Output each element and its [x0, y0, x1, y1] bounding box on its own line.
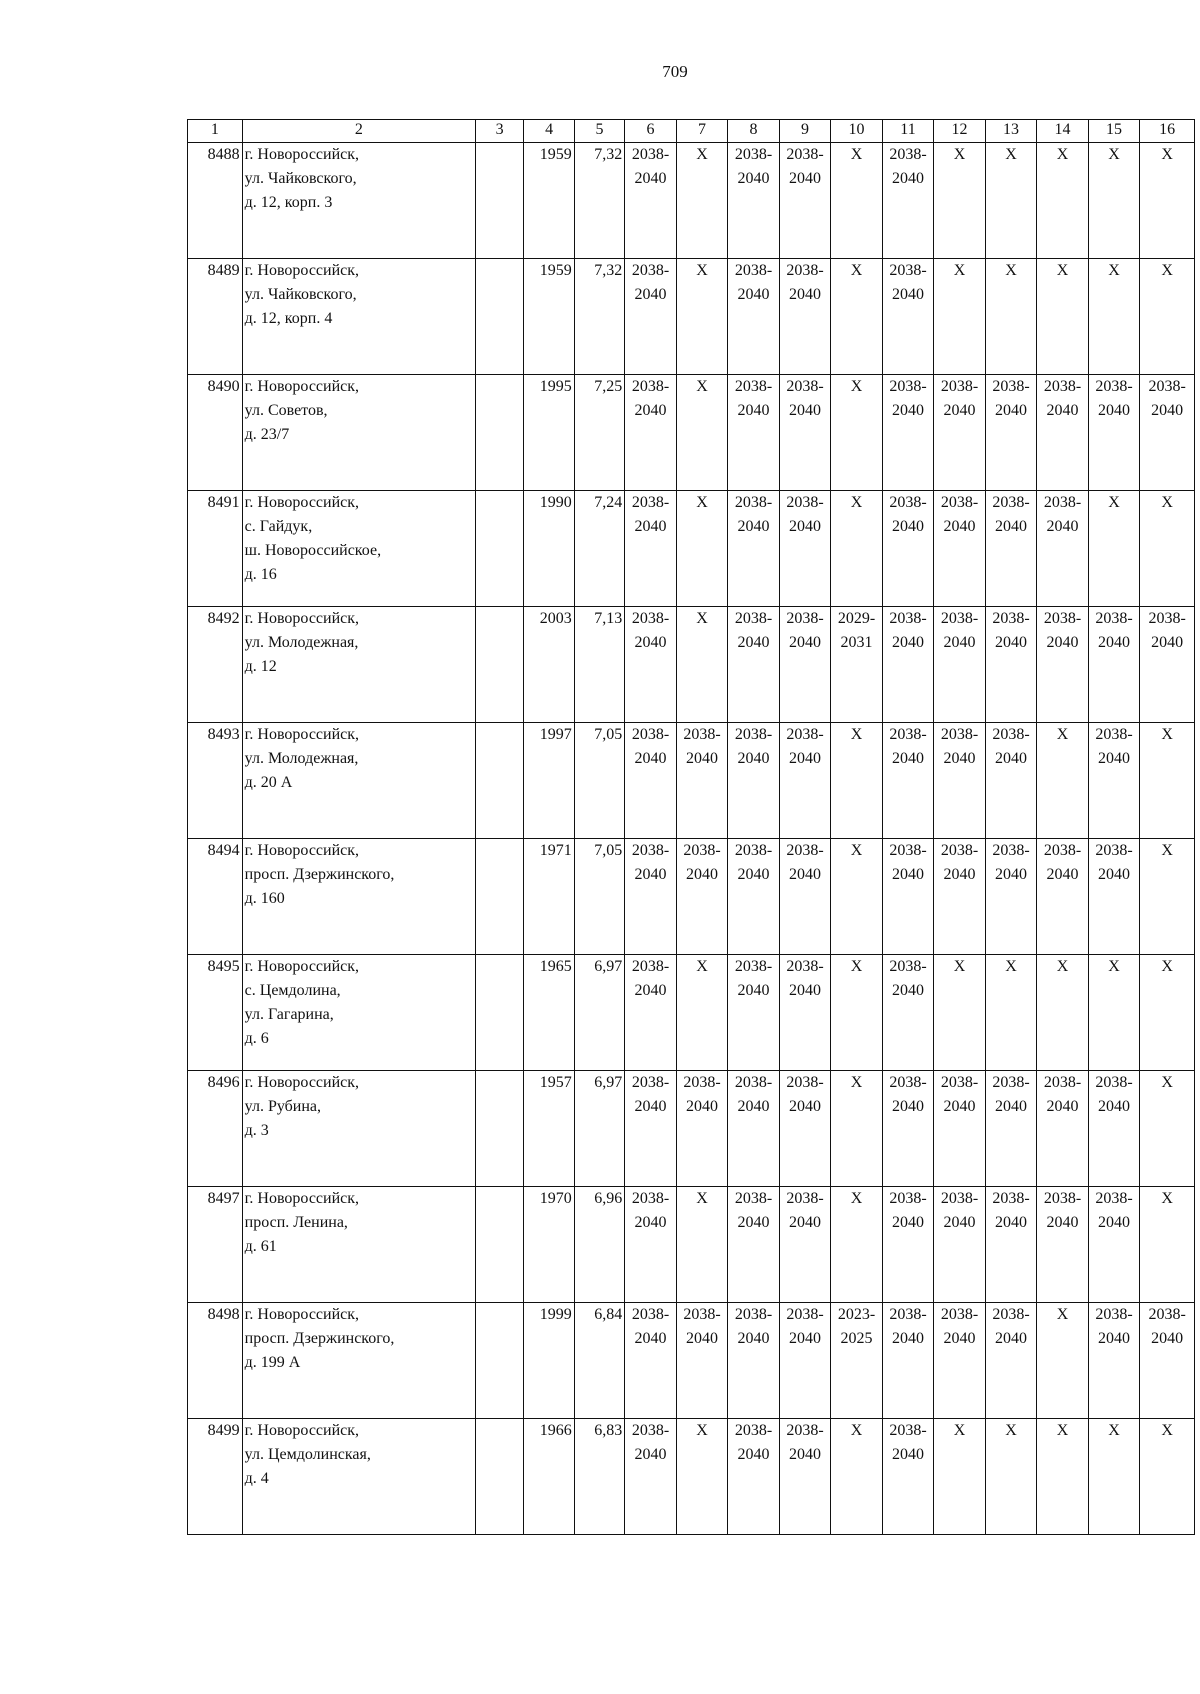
- period-cell-col-8: 2038- 2040: [728, 723, 780, 839]
- period-cell-col-7: X: [676, 1187, 728, 1303]
- period-cell-col-6: 2038- 2040: [625, 607, 677, 723]
- period-cell-col-13: X: [985, 259, 1037, 375]
- year-cell: 1999: [524, 1303, 574, 1419]
- period-cell-col-8: 2038- 2040: [728, 839, 780, 955]
- value-cell: 6,84: [574, 1303, 624, 1419]
- period-cell-col-10: X: [831, 723, 883, 839]
- period-cell-col-13: 2038- 2040: [985, 1187, 1037, 1303]
- table-row: [188, 607, 1195, 723]
- period-cell-col-13: 2038- 2040: [985, 1071, 1037, 1187]
- period-cell-col-12: 2038- 2040: [934, 839, 986, 955]
- column-3-cell: [476, 143, 524, 259]
- period-cell-col-9: 2038- 2040: [779, 1187, 831, 1303]
- year-cell: 1957: [524, 1071, 574, 1187]
- period-cell-col-7: 2038- 2040: [676, 1071, 728, 1187]
- column-header-8: 8: [728, 120, 780, 143]
- register-table: [187, 119, 1195, 1535]
- column-header-3: 3: [476, 120, 524, 143]
- period-cell-col-10: X: [831, 375, 883, 491]
- column-header-16: 16: [1140, 120, 1195, 143]
- period-cell-col-6: 2038- 2040: [625, 1419, 677, 1535]
- period-cell-col-6: 2038- 2040: [625, 1303, 677, 1419]
- period-cell-col-11: 2038- 2040: [882, 1303, 934, 1419]
- period-cell-col-16: X: [1140, 143, 1195, 259]
- period-cell-col-9: 2038- 2040: [779, 1303, 831, 1419]
- column-header-4: 4: [524, 120, 574, 143]
- period-cell-col-16: X: [1140, 955, 1195, 1071]
- period-cell-col-10: X: [831, 143, 883, 259]
- period-cell-col-16: 2038- 2040: [1140, 1303, 1195, 1419]
- period-cell-col-14: X: [1037, 1303, 1089, 1419]
- address-cell: г. Новороссийск, просп. Дзержинского, д. 199 А: [242, 1303, 475, 1419]
- period-cell-col-9: 2038- 2040: [779, 607, 831, 723]
- period-cell-col-15: 2038- 2040: [1088, 1303, 1140, 1419]
- row-number: 8490: [188, 375, 243, 491]
- period-cell-col-15: 2038- 2040: [1088, 839, 1140, 955]
- period-cell-col-11: 2038- 2040: [882, 723, 934, 839]
- period-cell-col-15: 2038- 2040: [1088, 1187, 1140, 1303]
- table-body: [188, 143, 1195, 1535]
- period-cell-col-10: X: [831, 839, 883, 955]
- value-cell: 7,32: [574, 259, 624, 375]
- period-cell-col-7: X: [676, 375, 728, 491]
- period-cell-col-7: 2038- 2040: [676, 1303, 728, 1419]
- period-cell-col-16: X: [1140, 839, 1195, 955]
- value-cell: 7,25: [574, 375, 624, 491]
- period-cell-col-15: 2038- 2040: [1088, 1071, 1140, 1187]
- period-cell-col-11: 2038- 2040: [882, 1187, 934, 1303]
- year-cell: 1959: [524, 259, 574, 375]
- column-3-cell: [476, 375, 524, 491]
- period-cell-col-16: X: [1140, 723, 1195, 839]
- period-cell-col-7: 2038- 2040: [676, 723, 728, 839]
- row-number: 8491: [188, 491, 243, 607]
- year-cell: 1959: [524, 143, 574, 259]
- year-cell: 2003: [524, 607, 574, 723]
- period-cell-col-14: 2038- 2040: [1037, 607, 1089, 723]
- column-header-14: 14: [1037, 120, 1089, 143]
- period-cell-col-15: X: [1088, 955, 1140, 1071]
- period-cell-col-15: 2038- 2040: [1088, 723, 1140, 839]
- period-cell-col-12: X: [934, 955, 986, 1071]
- period-cell-col-7: X: [676, 1419, 728, 1535]
- period-cell-col-13: 2038- 2040: [985, 491, 1037, 607]
- period-cell-col-14: X: [1037, 955, 1089, 1071]
- column-header-5: 5: [574, 120, 624, 143]
- period-cell-col-11: 2038- 2040: [882, 259, 934, 375]
- column-header-13: 13: [985, 120, 1037, 143]
- period-cell-col-9: 2038- 2040: [779, 1419, 831, 1535]
- column-header-1: 1: [188, 120, 243, 143]
- period-cell-col-10: 2023- 2025: [831, 1303, 883, 1419]
- period-cell-col-12: 2038- 2040: [934, 1303, 986, 1419]
- column-3-cell: [476, 839, 524, 955]
- table-row: [188, 839, 1195, 955]
- value-cell: 7,05: [574, 723, 624, 839]
- period-cell-col-14: X: [1037, 259, 1089, 375]
- period-cell-col-16: X: [1140, 491, 1195, 607]
- period-cell-col-16: 2038- 2040: [1140, 607, 1195, 723]
- period-cell-col-8: 2038- 2040: [728, 491, 780, 607]
- period-cell-col-9: 2038- 2040: [779, 491, 831, 607]
- period-cell-col-9: 2038- 2040: [779, 723, 831, 839]
- page-number: 709: [662, 62, 688, 81]
- period-cell-col-14: X: [1037, 143, 1089, 259]
- value-cell: 7,13: [574, 607, 624, 723]
- column-3-cell: [476, 1187, 524, 1303]
- year-cell: 1970: [524, 1187, 574, 1303]
- period-cell-col-13: X: [985, 1419, 1037, 1535]
- table-row: [188, 259, 1195, 375]
- period-cell-col-13: X: [985, 143, 1037, 259]
- period-cell-col-9: 2038- 2040: [779, 143, 831, 259]
- year-cell: 1965: [524, 955, 574, 1071]
- period-cell-col-11: 2038- 2040: [882, 143, 934, 259]
- period-cell-col-12: 2038- 2040: [934, 723, 986, 839]
- column-3-cell: [476, 1419, 524, 1535]
- row-number: 8492: [188, 607, 243, 723]
- row-number: 8499: [188, 1419, 243, 1535]
- period-cell-col-14: X: [1037, 1419, 1089, 1535]
- period-cell-col-13: 2038- 2040: [985, 607, 1037, 723]
- period-cell-col-13: 2038- 2040: [985, 375, 1037, 491]
- period-cell-col-8: 2038- 2040: [728, 607, 780, 723]
- column-header-11: 11: [882, 120, 934, 143]
- period-cell-col-8: 2038- 2040: [728, 1187, 780, 1303]
- row-number: 8495: [188, 955, 243, 1071]
- column-3-cell: [476, 607, 524, 723]
- column-header-9: 9: [779, 120, 831, 143]
- period-cell-col-15: X: [1088, 1419, 1140, 1535]
- period-cell-col-16: X: [1140, 1419, 1195, 1535]
- period-cell-col-12: 2038- 2040: [934, 375, 986, 491]
- period-cell-col-12: 2038- 2040: [934, 491, 986, 607]
- period-cell-col-12: 2038- 2040: [934, 1071, 986, 1187]
- period-cell-col-9: 2038- 2040: [779, 955, 831, 1071]
- period-cell-col-16: X: [1140, 259, 1195, 375]
- period-cell-col-14: X: [1037, 723, 1089, 839]
- period-cell-col-8: 2038- 2040: [728, 143, 780, 259]
- row-number: 8494: [188, 839, 243, 955]
- period-cell-col-9: 2038- 2040: [779, 1071, 831, 1187]
- year-cell: 1995: [524, 375, 574, 491]
- period-cell-col-10: X: [831, 1419, 883, 1535]
- period-cell-col-8: 2038- 2040: [728, 259, 780, 375]
- row-number: 8493: [188, 723, 243, 839]
- period-cell-col-6: 2038- 2040: [625, 491, 677, 607]
- table-row: [188, 1187, 1195, 1303]
- period-cell-col-10: X: [831, 955, 883, 1071]
- period-cell-col-10: X: [831, 1071, 883, 1187]
- period-cell-col-11: 2038- 2040: [882, 955, 934, 1071]
- table-row: [188, 723, 1195, 839]
- value-cell: 6,97: [574, 955, 624, 1071]
- period-cell-col-13: 2038- 2040: [985, 723, 1037, 839]
- period-cell-col-13: 2038- 2040: [985, 1303, 1037, 1419]
- period-cell-col-9: 2038- 2040: [779, 839, 831, 955]
- column-3-cell: [476, 955, 524, 1071]
- period-cell-col-8: 2038- 2040: [728, 1071, 780, 1187]
- period-cell-col-12: X: [934, 1419, 986, 1535]
- address-cell: г. Новороссийск, просп. Дзержинского, д. 160: [242, 839, 475, 955]
- value-cell: 7,24: [574, 491, 624, 607]
- address-cell: г. Новороссийск, с. Цемдолина, ул. Гагарина, д. 6: [242, 955, 475, 1071]
- value-cell: 6,97: [574, 1071, 624, 1187]
- address-cell: г. Новороссийск, ул. Советов, д. 23/7: [242, 375, 475, 491]
- table-row: [188, 143, 1195, 259]
- period-cell-col-6: 2038- 2040: [625, 839, 677, 955]
- period-cell-col-11: 2038- 2040: [882, 375, 934, 491]
- period-cell-col-11: 2038- 2040: [882, 839, 934, 955]
- period-cell-col-12: X: [934, 143, 986, 259]
- address-cell: г. Новороссийск, ул. Молодежная, д. 20 А: [242, 723, 475, 839]
- period-cell-col-8: 2038- 2040: [728, 955, 780, 1071]
- period-cell-col-7: X: [676, 143, 728, 259]
- period-cell-col-14: 2038- 2040: [1037, 375, 1089, 491]
- address-cell: г. Новороссийск, ул. Чайковского, д. 12, корп. 3: [242, 143, 475, 259]
- period-cell-col-8: 2038- 2040: [728, 375, 780, 491]
- period-cell-col-15: 2038- 2040: [1088, 607, 1140, 723]
- period-cell-col-12: 2038- 2040: [934, 1187, 986, 1303]
- period-cell-col-11: 2038- 2040: [882, 491, 934, 607]
- year-cell: 1997: [524, 723, 574, 839]
- column-3-cell: [476, 1071, 524, 1187]
- period-cell-col-10: X: [831, 259, 883, 375]
- period-cell-col-15: X: [1088, 259, 1140, 375]
- period-cell-col-13: 2038- 2040: [985, 839, 1037, 955]
- period-cell-col-14: 2038- 2040: [1037, 491, 1089, 607]
- period-cell-col-16: X: [1140, 1071, 1195, 1187]
- period-cell-col-10: X: [831, 491, 883, 607]
- table-row: [188, 1419, 1195, 1535]
- table-row: [188, 1071, 1195, 1187]
- period-cell-col-12: 2038- 2040: [934, 607, 986, 723]
- value-cell: 7,32: [574, 143, 624, 259]
- table-row: [188, 375, 1195, 491]
- period-cell-col-11: 2038- 2040: [882, 1071, 934, 1187]
- period-cell-col-15: X: [1088, 491, 1140, 607]
- address-cell: г. Новороссийск, ул. Рубина, д. 3: [242, 1071, 475, 1187]
- column-header-15: 15: [1088, 120, 1140, 143]
- period-cell-col-11: 2038- 2040: [882, 607, 934, 723]
- row-number: 8489: [188, 259, 243, 375]
- period-cell-col-6: 2038- 2040: [625, 1187, 677, 1303]
- period-cell-col-7: X: [676, 491, 728, 607]
- row-number: 8496: [188, 1071, 243, 1187]
- period-cell-col-14: 2038- 2040: [1037, 839, 1089, 955]
- table-row: [188, 955, 1195, 1071]
- period-cell-col-10: X: [831, 1187, 883, 1303]
- period-cell-col-7: X: [676, 607, 728, 723]
- period-cell-col-13: X: [985, 955, 1037, 1071]
- period-cell-col-6: 2038- 2040: [625, 259, 677, 375]
- period-cell-col-6: 2038- 2040: [625, 143, 677, 259]
- period-cell-col-12: X: [934, 259, 986, 375]
- column-3-cell: [476, 723, 524, 839]
- period-cell-col-7: X: [676, 955, 728, 1071]
- year-cell: 1990: [524, 491, 574, 607]
- column-header-7: 7: [676, 120, 728, 143]
- column-3-cell: [476, 259, 524, 375]
- value-cell: 7,05: [574, 839, 624, 955]
- header-row: [188, 120, 1195, 143]
- address-cell: г. Новороссийск, ул. Чайковского, д. 12, корп. 4: [242, 259, 475, 375]
- period-cell-col-6: 2038- 2040: [625, 723, 677, 839]
- column-header-12: 12: [934, 120, 986, 143]
- period-cell-col-9: 2038- 2040: [779, 259, 831, 375]
- period-cell-col-14: 2038- 2040: [1037, 1071, 1089, 1187]
- period-cell-col-16: X: [1140, 1187, 1195, 1303]
- period-cell-col-15: X: [1088, 143, 1140, 259]
- value-cell: 6,96: [574, 1187, 624, 1303]
- period-cell-col-6: 2038- 2040: [625, 955, 677, 1071]
- period-cell-col-6: 2038- 2040: [625, 375, 677, 491]
- column-3-cell: [476, 1303, 524, 1419]
- period-cell-col-9: 2038- 2040: [779, 375, 831, 491]
- period-cell-col-8: 2038- 2040: [728, 1303, 780, 1419]
- period-cell-col-16: 2038- 2040: [1140, 375, 1195, 491]
- table-row: [188, 1303, 1195, 1419]
- period-cell-col-7: 2038- 2040: [676, 839, 728, 955]
- column-header-2: 2: [242, 120, 475, 143]
- address-cell: г. Новороссийск, просп. Ленина, д. 61: [242, 1187, 475, 1303]
- year-cell: 1966: [524, 1419, 574, 1535]
- address-cell: г. Новороссийск, ул. Цемдолинская, д. 4: [242, 1419, 475, 1535]
- row-number: 8498: [188, 1303, 243, 1419]
- column-header-6: 6: [625, 120, 677, 143]
- year-cell: 1971: [524, 839, 574, 955]
- row-number: 8488: [188, 143, 243, 259]
- period-cell-col-15: 2038- 2040: [1088, 375, 1140, 491]
- column-3-cell: [476, 491, 524, 607]
- row-number: 8497: [188, 1187, 243, 1303]
- value-cell: 6,83: [574, 1419, 624, 1535]
- address-cell: г. Новороссийск, с. Гайдук, ш. Новороссийское, д. 16: [242, 491, 475, 607]
- period-cell-col-14: 2038- 2040: [1037, 1187, 1089, 1303]
- period-cell-col-10: 2029- 2031: [831, 607, 883, 723]
- column-header-10: 10: [831, 120, 883, 143]
- address-cell: г. Новороссийск, ул. Молодежная, д. 12: [242, 607, 475, 723]
- table-row: [188, 491, 1195, 607]
- period-cell-col-7: X: [676, 259, 728, 375]
- period-cell-col-8: 2038- 2040: [728, 1419, 780, 1535]
- period-cell-col-6: 2038- 2040: [625, 1071, 677, 1187]
- period-cell-col-11: 2038- 2040: [882, 1419, 934, 1535]
